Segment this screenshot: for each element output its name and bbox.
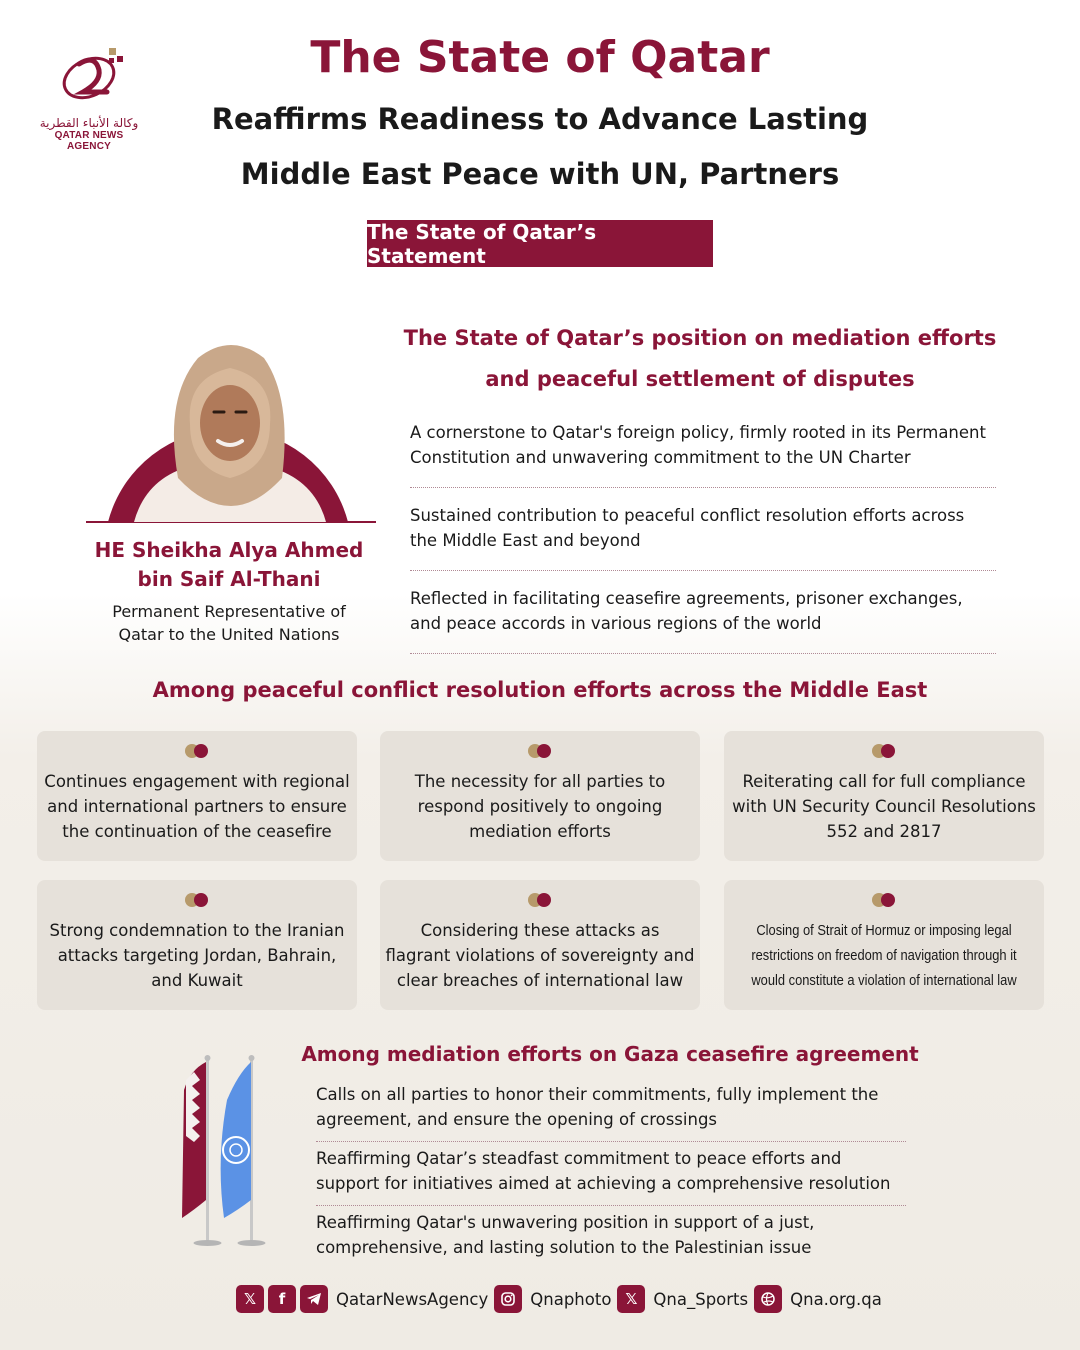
position-item [410,586,996,654]
effort-card-line: Continues engagement with regional [44,772,350,791]
gaza-item-line2: support for initiatives aimed at achieving a comprehensive resolution [316,1174,891,1193]
gaza-item-line1: Reaffirming Qatar’s steadfast commitment to peace efforts and [316,1149,842,1168]
effort-card-line: Closing of Strait of Hormuz or imposing legal [756,922,1012,939]
effort-card-line: and Kuwait [151,971,243,990]
gaza-item [316,1082,906,1142]
effort-card [724,731,1044,861]
page-title: The State of Qatar [310,32,770,83]
facebook-icon[interactable]: f [268,1285,296,1313]
gaza-item [316,1146,906,1206]
person-title [86,600,372,646]
effort-card-line: Reiterating call for full compliance [742,772,1026,791]
efforts-heading: Among peaceful conflict resolution efforts across the Middle East [152,678,928,702]
qatarnewsagency-link[interactable]: QatarNewsAgency [336,1289,489,1309]
effort-card-line: clear breaches of international law [396,971,684,990]
bullet-dots-icon [527,743,553,759]
bullet-dots-icon [871,892,897,908]
bullet-dots-icon [527,892,553,908]
effort-card-text [380,918,700,993]
position-heading-line1: The State of Qatar’s position on mediation efforts [403,326,997,350]
effort-card [37,731,357,861]
telegram-icon[interactable] [300,1285,328,1313]
person-name-line2: bin Saif Al-Thani [137,567,321,591]
effort-card [37,880,357,1010]
gaza-list [316,1082,906,1274]
logo-arabic-text: وكالة الأنباء القطرية [39,116,139,130]
effort-card-line: would constitute a violation of international law [751,972,1017,989]
person-name [86,536,372,594]
position-item-line2: Constitution and unwavering commitment to the UN Charter [410,448,911,467]
effort-card-line: mediation efforts [469,822,611,841]
gaza-item [316,1210,906,1270]
gaza-item-line2: comprehensive, and lasting solution to the Palestinian issue [316,1238,812,1257]
gaza-item-line1: Reaffirming Qatar's unwavering position in support of a just, [316,1213,815,1232]
position-list [410,420,996,669]
website-link[interactable]: Qna.org.qa [790,1289,882,1309]
effort-card-text [37,918,357,993]
person-name-line1: HE Sheikha Alya Ahmed [94,538,364,562]
x-icon[interactable]: 𝕏 [236,1285,264,1313]
effort-card-line: Considering these attacks as [420,921,660,940]
page-subtitle-line2: Middle East Peace with UN, Partners [240,157,840,191]
effort-card [380,731,700,861]
qnaphoto-link[interactable]: Qnaphoto [530,1289,612,1309]
bullet-dots-icon [871,743,897,759]
flags-illustration [172,1050,282,1250]
effort-card-text [724,769,1044,844]
effort-card-line: restrictions on freedom of navigation through it [751,947,1017,964]
effort-card-text [37,769,357,844]
position-item [410,503,996,571]
effort-card-text [380,769,700,844]
effort-card-line: The necessity for all parties to [414,772,666,791]
position-item [410,420,996,488]
person-title-line1: Permanent Representative of [112,602,346,621]
page-subtitle-line1: Reaffirms Readiness to Advance Lasting [211,102,869,136]
globe-icon[interactable] [754,1285,782,1313]
position-item-line1: Reflected in facilitating ceasefire agreements, prisoner exchanges, [410,589,963,608]
statement-badge: The State of Qatar’s Statement [367,220,713,267]
gaza-item-line1: Calls on all parties to honor their commitments, fully implement the [316,1085,879,1104]
effort-card-line: the continuation of the ceasefire [62,822,332,841]
qna-sports-link[interactable]: Qna_Sports [653,1289,749,1309]
social-footer [236,1284,888,1314]
effort-card-text [725,918,1043,993]
gaza-item-line2: agreement, and ensure the opening of crossings [316,1110,718,1129]
gaza-heading: Among mediation efforts on Gaza ceasefire agreement [301,1042,919,1066]
portrait [86,328,376,524]
logo-english-text: QATAR NEWS AGENCY [54,130,124,152]
person-title-line2: Qatar to the United Nations [118,625,340,644]
effort-card-line: attacks targeting Jordan, Bahrain, [57,946,337,965]
position-heading [400,318,1000,400]
x-icon[interactable]: 𝕏 [617,1285,645,1313]
bullet-dots-icon [184,892,210,908]
instagram-icon[interactable] [494,1285,522,1313]
position-item-line1: A cornerstone to Qatar's foreign policy, firmly rooted in its Permanent [410,423,986,442]
effort-card [724,880,1044,1010]
effort-card-line: and international partners to ensure [47,797,347,816]
position-heading-line2: and peaceful settlement of disputes [485,367,915,391]
effort-card-line: respond positively to ongoing [417,797,663,816]
bullet-dots-icon [184,743,210,759]
effort-card [380,880,700,1010]
effort-card-line: Strong condemnation to the Iranian [49,921,345,940]
effort-card-line: with UN Security Council Resolutions [732,797,1036,816]
effort-card-line: 552 and 2817 [826,822,942,841]
un-flag-icon [221,1062,251,1218]
position-item-line2: the Middle East and beyond [410,531,641,550]
effort-card-line: flagrant violations of sovereignty and [385,946,695,965]
position-item-line2: and peace accords in various regions of the world [410,614,822,633]
position-item-line1: Sustained contribution to peaceful conflict resolution efforts across [410,506,965,525]
